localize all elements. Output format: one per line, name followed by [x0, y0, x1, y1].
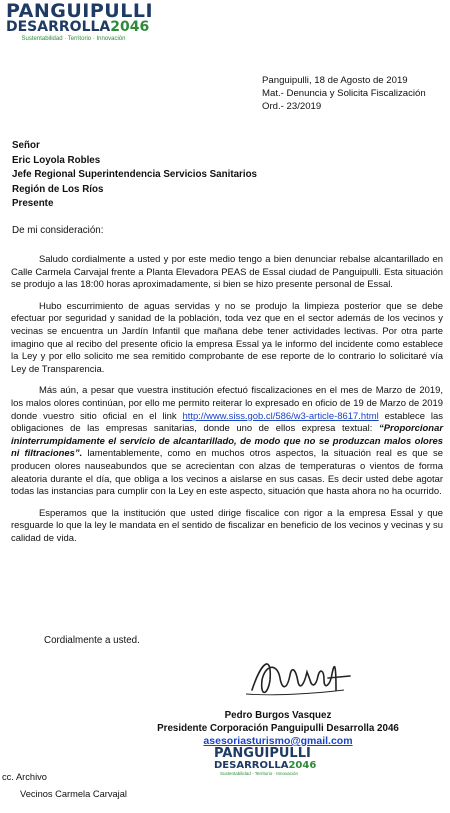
paragraph-3-rest: lamentablemente, como en muchos otros aspectos, la situación real es que se producen olores nauseabundos que se acrecientan con alzas de temperaturas o vientos de forma aleatoria durante el día, que obliga a los vecinos a aislarse en sus casas. Es decir usted debe agotar todas las instancias para cumplir con la Ley en este aspecto, situación que hasta ahora no ha ocurrido.	[11, 448, 444, 498]
recipient-block	[12, 139, 257, 212]
logo-small-subtitle-number: 2046	[288, 760, 317, 771]
recipient-name: Eric Loyola Robles	[12, 154, 101, 166]
letter-header	[262, 74, 426, 113]
paragraph-2: Hubo escurrimiento de aguas servidas y no se produjo la limpieza posterior que se debe efectuar por seguridad y sanidad de la población, toda vez que en el sector además de los vecinos y vecinas se encuentra un Jardín Infantil que mañana debe tener actividades lectivas. Por otra parte imagino que al recibo del presente oficio la empresa Essal ya le informo del incidente como establece la Ley y por ello solicito me sea remitido comprobante de ese reporte de lo contrario lo solicitaré vía Ley de Transparencia.	[11, 300, 443, 375]
salutation: De mi consideración:	[12, 225, 104, 236]
corporation-logo	[6, 0, 154, 43]
paragraph-3-intro: Más aún, a pesar que vuestra institución efectuó fiscalizaciones en el mes de Marzo de 2019, los malos olores continúan, por ello me permito reiterar lo expresado en oficio de 19 de Marzo de 2019 donde vuestro sitio oficial en el link	[11, 385, 443, 422]
recipient-title: Señor	[12, 140, 40, 151]
paragraph-3-middle: establece las obligaciones de las empresas sanitarias, donde uno de ellos expresa textual:	[11, 410, 443, 435]
signer-name: Pedro Burgos Vasquez	[224, 710, 332, 721]
paragraph-3-quote: “Proporcionar ininterrumpidamente el servicio de alcantarillado, de modo que no se produzcan malos olores ni filtraciones”.	[11, 423, 443, 460]
paragraph-4: Esperamos que la institución que usted dirige fiscalice con rigor a la empresa Essal y que resguarde lo que la ley le mandata en el sentido de fiscalizar en beneficio de los vecinos y vecinas y su calidad de vida.	[11, 507, 443, 544]
closing: Cordialmente a usted.	[44, 635, 140, 646]
logo-small-tagline: Sustentabilidad · Territorio · Innovación	[220, 771, 298, 776]
signer-role: Presidente Corporación Panguipulli Desarrolla 2046	[157, 723, 399, 734]
copy-list	[2, 769, 127, 803]
recipient-region: Región de Los Ríos	[12, 183, 104, 195]
logo-subtitle-word: DESARROLLA	[6, 19, 111, 35]
letter-ordinal: Ord.- 23/2019	[262, 101, 322, 112]
logo-small-subtitle	[214, 760, 317, 771]
logo-small-subtitle-word: DESARROLLA	[214, 760, 289, 771]
signer-block	[148, 709, 408, 748]
letter-body	[11, 254, 443, 554]
corporation-logo-small	[214, 746, 317, 777]
letter-subject: Mat.- Denuncia y Solicita Fiscalización	[262, 88, 426, 99]
signer-email-link[interactable]: asesoriasturismo@gmail.com	[203, 735, 353, 747]
letter-date: Panguipulli, 18 de Agosto de 2019	[262, 75, 408, 86]
handwritten-signature	[232, 650, 362, 705]
logo-subtitle	[6, 19, 150, 35]
cc-archive: cc. Archivo	[2, 772, 47, 782]
siss-article-link[interactable]: http://www.siss.gob.cl/586/w3-article-8617.html	[182, 410, 379, 422]
logo-small-title: PANGUIPULLI	[214, 746, 311, 761]
logo-subtitle-number: 2046	[110, 19, 150, 35]
logo-tagline: Sustentabilidad · Territorio · Innovación	[21, 36, 126, 42]
recipient-role: Jefe Regional Superintendencia Servicios Sanitarios	[12, 169, 258, 180]
cc-neighbors: Vecinos Carmela Carvajal	[20, 789, 127, 799]
recipient-presente: Presente	[12, 198, 54, 209]
logo-title: PANGUIPULLI	[6, 0, 154, 22]
paragraph-3	[11, 385, 443, 498]
paragraph-1: Saludo cordialmente a usted y por este medio tengo a bien denunciar rebalse alcantarillado en Calle Carmela Carvajal frente a Planta Elevadora PEAS de Essal ciudad de Panguipulli. Esta situación se produjo a las 18:00 horas aproximadamente, si bien se hizo presente personal de Essal.	[11, 254, 443, 291]
